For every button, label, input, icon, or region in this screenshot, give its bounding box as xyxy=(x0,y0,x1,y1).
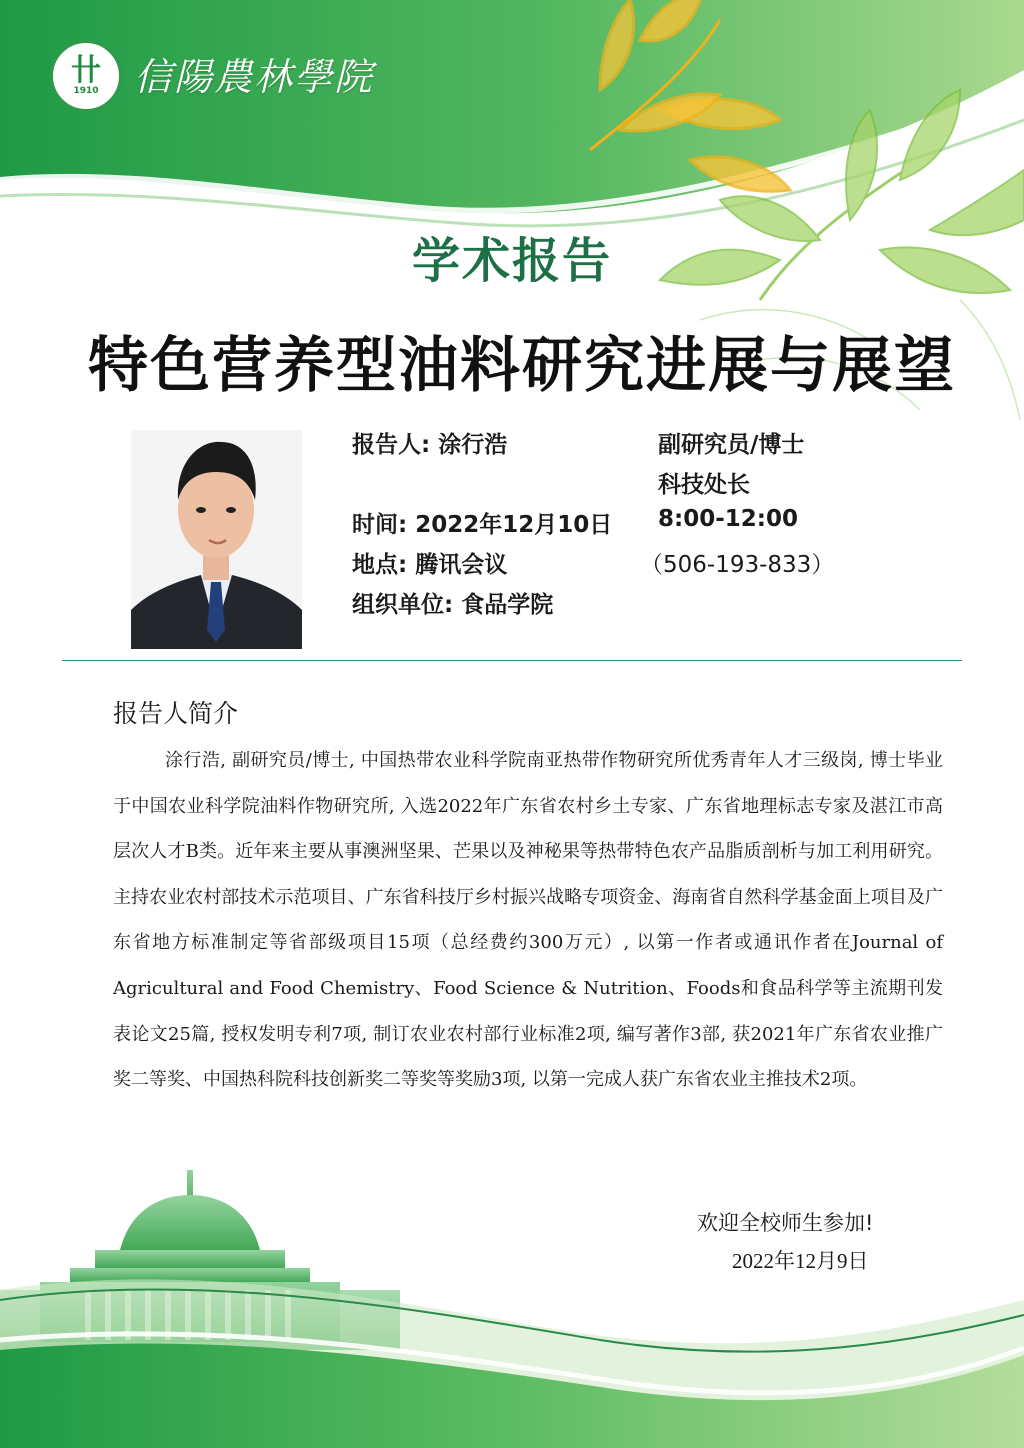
time-range: 8:00-12:00 xyxy=(658,506,798,532)
place-label: 地点: xyxy=(352,552,408,578)
reporter-name: 涂行浩 xyxy=(438,432,508,458)
reporter-label: 报告人: xyxy=(352,432,431,458)
report-title: 特色营养型油料研究进展与展望 xyxy=(88,331,956,401)
reporter-title: 副研究员/博士 xyxy=(658,432,805,458)
time-row xyxy=(352,506,612,539)
section-divider xyxy=(62,660,962,661)
bio-heading: 报告人简介 xyxy=(113,699,239,728)
report-subtitle: 学术报告 xyxy=(411,233,612,289)
time-date: 2022年12月10日 xyxy=(415,512,613,538)
org-value: 食品学院 xyxy=(461,592,554,618)
school-name: 信陽農林學院 xyxy=(134,55,375,99)
footer-background xyxy=(0,1140,1024,1448)
speaker-photo xyxy=(131,430,302,649)
org-label: 组织单位: xyxy=(352,592,454,618)
reporter-row xyxy=(352,426,507,459)
signing-date: 2022年12月9日 xyxy=(732,1249,869,1273)
welcome-text: 欢迎全校师生参加! xyxy=(697,1211,874,1235)
bio-text: 涂行浩, 副研究员/博士, 中国热带农业科学院南亚热带作物研究所优秀青年人才三级岗, 博士毕业于中国农业科学院油料作物研究所, 入选2022年广东省农村乡土专家、广东省地理标志专家及湛江市高层次人才B类。近年来主要从事澳洲坚果、芒果以及神秘果等热带特色农产品脂质剖析与加工利用研究。主持农业农村部技术示范项目、广东省科技厅乡村振兴战略专项资金、海南省自然科学基金面上项目及广东省地方标准制定等省部级项目15项（总经费约300万元）, 以第一作者或通讯作者在Journal of Agricultural and Food Chemistry、Food Science & Nutrition、Foods和食品科学等主流期刊发表论文25篇, 授权发明专利7项, 制订农业农村部行业标准2项, 编写著作3部, 获2021年广东省农业推广奖二等奖、中国热科院科技创新奖二等奖等奖励3项, 以第一完成人获广东省农业主推技术2项。 xyxy=(113,750,943,1091)
meeting-id: （506-193-833） xyxy=(640,552,835,578)
logo-mark-icon: 卄 xyxy=(71,53,101,88)
logo-year: 1910 xyxy=(73,86,99,96)
reporter-position: 科技处长 xyxy=(658,472,750,498)
time-label: 时间: xyxy=(352,512,408,538)
place-row xyxy=(352,546,507,579)
bio-body xyxy=(113,738,943,1103)
school-logo xyxy=(50,40,122,112)
org-row xyxy=(352,586,553,619)
place-value: 腾讯会议 xyxy=(415,552,508,578)
